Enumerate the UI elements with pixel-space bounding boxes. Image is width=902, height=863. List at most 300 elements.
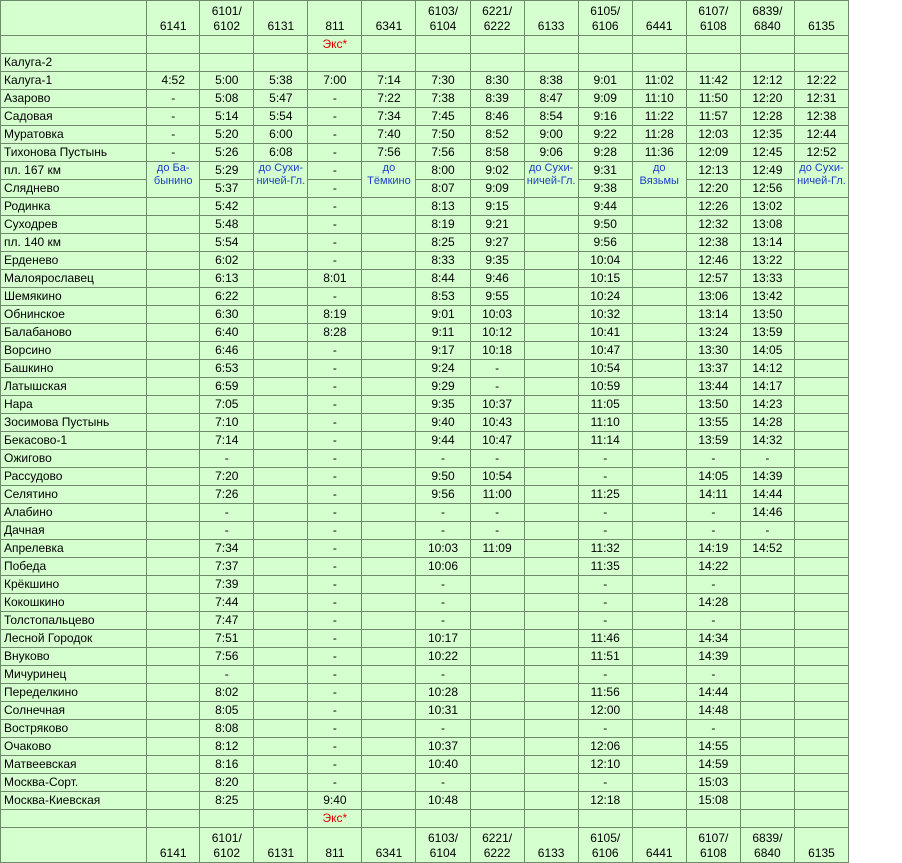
- time-cell: 9:09: [470, 180, 524, 198]
- empty-cell: [254, 810, 308, 828]
- station-row: [1, 126, 849, 144]
- train-number: 6131: [254, 828, 308, 863]
- time-cell: -: [686, 504, 740, 522]
- time-cell: 12:45: [740, 144, 794, 162]
- time-cell: 8:19: [416, 216, 470, 234]
- time-cell: 12:09: [686, 144, 740, 162]
- express-row-bottom: [1, 810, 849, 828]
- time-cell: 7:20: [200, 468, 254, 486]
- time-cell: -: [308, 234, 362, 252]
- time-cell: -: [308, 198, 362, 216]
- time-cell: [254, 252, 308, 270]
- time-cell: [740, 702, 794, 720]
- time-cell: [794, 324, 848, 342]
- time-cell: 10:12: [470, 324, 524, 342]
- time-cell: -: [578, 594, 632, 612]
- time-cell: 11:42: [686, 72, 740, 90]
- time-cell: [416, 54, 470, 72]
- time-cell: [362, 198, 416, 216]
- time-cell: -: [308, 756, 362, 774]
- time-cell: 10:54: [578, 360, 632, 378]
- train-number: 6221/ 6222: [470, 1, 524, 36]
- time-cell: [740, 738, 794, 756]
- time-cell: 14:32: [740, 432, 794, 450]
- time-cell: [147, 342, 200, 360]
- empty-cell: [147, 36, 200, 54]
- empty-cell: [362, 810, 416, 828]
- station-row: [1, 432, 849, 450]
- station-name: Востряково: [1, 720, 147, 738]
- time-cell: [470, 774, 524, 792]
- time-cell: [740, 576, 794, 594]
- time-cell: 9:40: [308, 792, 362, 810]
- time-cell: [254, 216, 308, 234]
- time-cell: 12:03: [686, 126, 740, 144]
- time-cell: [362, 774, 416, 792]
- time-cell: [794, 468, 848, 486]
- time-cell: 14:59: [686, 756, 740, 774]
- time-cell: [524, 288, 578, 306]
- time-cell: 12:20: [686, 180, 740, 198]
- time-cell: 9:01: [416, 306, 470, 324]
- time-cell: 8:19: [308, 306, 362, 324]
- time-cell: [632, 522, 686, 540]
- time-cell: -: [200, 450, 254, 468]
- time-cell: [147, 306, 200, 324]
- time-cell: -: [308, 486, 362, 504]
- time-cell: -: [308, 468, 362, 486]
- station-row: [1, 414, 849, 432]
- time-cell: -: [416, 720, 470, 738]
- empty-cell: [740, 810, 794, 828]
- time-cell: -: [416, 666, 470, 684]
- time-cell: [632, 360, 686, 378]
- time-cell: 6:02: [200, 252, 254, 270]
- time-cell: [254, 396, 308, 414]
- station-row: [1, 450, 849, 468]
- time-cell: [362, 558, 416, 576]
- time-cell: -: [578, 468, 632, 486]
- time-cell: 14:17: [740, 378, 794, 396]
- time-cell: -: [200, 666, 254, 684]
- time-cell: [470, 558, 524, 576]
- time-cell: [254, 594, 308, 612]
- time-cell: [794, 612, 848, 630]
- time-cell: [794, 684, 848, 702]
- station-name: Матвеевская: [1, 756, 147, 774]
- time-cell: 14:55: [686, 738, 740, 756]
- time-cell: [524, 378, 578, 396]
- time-cell: -: [740, 522, 794, 540]
- time-cell: -: [470, 522, 524, 540]
- time-cell: 10:37: [470, 396, 524, 414]
- time-cell: [254, 324, 308, 342]
- time-cell: 9:35: [416, 396, 470, 414]
- train-number: 6105/ 6106: [578, 828, 632, 863]
- time-cell: [524, 252, 578, 270]
- time-cell: [632, 396, 686, 414]
- time-cell: [632, 234, 686, 252]
- time-cell: [578, 54, 632, 72]
- time-cell: [470, 720, 524, 738]
- time-cell: 12:18: [578, 792, 632, 810]
- header-row-top: [1, 1, 849, 36]
- time-cell: [524, 324, 578, 342]
- station-name: Мичуринец: [1, 666, 147, 684]
- station-row: [1, 306, 849, 324]
- time-cell: [794, 774, 848, 792]
- time-cell: [147, 594, 200, 612]
- empty-cell: [794, 810, 848, 828]
- time-cell: 9:00: [524, 126, 578, 144]
- time-cell: 8:25: [416, 234, 470, 252]
- time-cell: [147, 54, 200, 72]
- time-cell: [794, 594, 848, 612]
- time-cell: 8:33: [416, 252, 470, 270]
- time-cell: [254, 612, 308, 630]
- time-cell: 9:29: [416, 378, 470, 396]
- time-cell: -: [578, 612, 632, 630]
- time-cell: 5:48: [200, 216, 254, 234]
- station-name: Балабаново: [1, 324, 147, 342]
- station-row: [1, 252, 849, 270]
- empty-cell: [524, 810, 578, 828]
- empty-cell: [416, 36, 470, 54]
- time-cell: [254, 270, 308, 288]
- time-cell: [362, 396, 416, 414]
- time-cell: [147, 378, 200, 396]
- empty-cell: [470, 36, 524, 54]
- time-cell: [524, 234, 578, 252]
- time-cell: [740, 648, 794, 666]
- time-cell: 14:44: [740, 486, 794, 504]
- station-row: [1, 720, 849, 738]
- time-cell: -: [147, 108, 200, 126]
- station-row: [1, 540, 849, 558]
- station-row: [1, 576, 849, 594]
- time-cell: [362, 504, 416, 522]
- time-cell: 7:56: [416, 144, 470, 162]
- station-row: [1, 342, 849, 360]
- time-cell: [362, 576, 416, 594]
- time-cell: [147, 486, 200, 504]
- station-name: Кокошкино: [1, 594, 147, 612]
- time-cell: -: [308, 774, 362, 792]
- time-cell: -: [578, 576, 632, 594]
- time-cell: 11:51: [578, 648, 632, 666]
- time-cell: [362, 450, 416, 468]
- time-cell: 12:44: [794, 126, 848, 144]
- destination-note-text: до Вязьмы: [639, 162, 679, 187]
- time-cell: 8:52: [470, 126, 524, 144]
- train-number: 6135: [794, 828, 848, 863]
- time-cell: 10:18: [470, 342, 524, 360]
- time-cell: [254, 774, 308, 792]
- time-cell: [470, 630, 524, 648]
- time-cell: -: [686, 612, 740, 630]
- time-cell: 13:42: [740, 288, 794, 306]
- time-cell: -: [308, 522, 362, 540]
- time-cell: 8:07: [416, 180, 470, 198]
- time-cell: [794, 630, 848, 648]
- time-cell: [524, 450, 578, 468]
- time-cell: [524, 540, 578, 558]
- time-cell: [147, 648, 200, 666]
- time-cell: 13:30: [686, 342, 740, 360]
- time-cell: 12:28: [740, 108, 794, 126]
- time-cell: 5:38: [254, 72, 308, 90]
- time-cell: [147, 504, 200, 522]
- time-cell: [362, 720, 416, 738]
- station-name: Обнинское: [1, 306, 147, 324]
- time-cell: [147, 432, 200, 450]
- time-cell: 12:22: [794, 72, 848, 90]
- time-cell: 7:14: [362, 72, 416, 90]
- time-cell: 12:38: [686, 234, 740, 252]
- empty-cell: [632, 36, 686, 54]
- time-cell: 8:44: [416, 270, 470, 288]
- time-cell: [254, 414, 308, 432]
- station-name: Ерденево: [1, 252, 147, 270]
- station-row: [1, 270, 849, 288]
- time-cell: [524, 198, 578, 216]
- destination-note: [362, 162, 416, 198]
- station-row: [1, 774, 849, 792]
- time-cell: [632, 324, 686, 342]
- time-cell: 8:01: [308, 270, 362, 288]
- time-cell: [362, 378, 416, 396]
- time-cell: [632, 684, 686, 702]
- time-cell: -: [308, 648, 362, 666]
- empty-cell: [200, 810, 254, 828]
- time-cell: 5:54: [200, 234, 254, 252]
- time-cell: [362, 738, 416, 756]
- station-name: Победа: [1, 558, 147, 576]
- station-row: [1, 558, 849, 576]
- time-cell: [362, 54, 416, 72]
- time-cell: 13:06: [686, 288, 740, 306]
- time-cell: 7:56: [362, 144, 416, 162]
- time-cell: 13:50: [740, 306, 794, 324]
- time-cell: [632, 414, 686, 432]
- time-cell: -: [308, 180, 362, 198]
- time-cell: 9:31: [578, 162, 632, 180]
- time-cell: [362, 252, 416, 270]
- station-name: Крёкшино: [1, 576, 147, 594]
- time-cell: -: [308, 108, 362, 126]
- time-cell: [254, 360, 308, 378]
- time-cell: 10:17: [416, 630, 470, 648]
- time-cell: [524, 486, 578, 504]
- time-cell: 10:59: [578, 378, 632, 396]
- time-cell: 13:33: [740, 270, 794, 288]
- time-cell: [147, 702, 200, 720]
- time-cell: -: [470, 504, 524, 522]
- time-cell: [794, 486, 848, 504]
- time-cell: 8:08: [200, 720, 254, 738]
- time-cell: 8:05: [200, 702, 254, 720]
- time-cell: [147, 792, 200, 810]
- time-cell: 8:53: [416, 288, 470, 306]
- station-name: Очаково: [1, 738, 147, 756]
- time-cell: -: [308, 432, 362, 450]
- time-cell: [147, 198, 200, 216]
- time-cell: 9:16: [578, 108, 632, 126]
- time-cell: 11:10: [578, 414, 632, 432]
- time-cell: 13:59: [740, 324, 794, 342]
- time-cell: [362, 540, 416, 558]
- station-row: [1, 486, 849, 504]
- time-cell: [794, 738, 848, 756]
- time-cell: 12:49: [740, 162, 794, 180]
- time-cell: [740, 774, 794, 792]
- time-cell: -: [578, 666, 632, 684]
- time-cell: -: [308, 162, 362, 180]
- time-cell: 14:23: [740, 396, 794, 414]
- time-cell: 8:13: [416, 198, 470, 216]
- time-cell: [632, 738, 686, 756]
- time-cell: 6:40: [200, 324, 254, 342]
- time-cell: [362, 288, 416, 306]
- time-cell: [740, 720, 794, 738]
- time-cell: [524, 594, 578, 612]
- time-cell: -: [200, 522, 254, 540]
- time-cell: 11:28: [632, 126, 686, 144]
- time-cell: [254, 630, 308, 648]
- time-cell: [632, 378, 686, 396]
- destination-note-text: до Ба- бынино: [153, 162, 193, 187]
- time-cell: [794, 756, 848, 774]
- time-cell: [254, 522, 308, 540]
- time-cell: 12:00: [578, 702, 632, 720]
- time-cell: -: [308, 216, 362, 234]
- time-cell: [632, 288, 686, 306]
- station-name: пл. 167 км: [1, 162, 147, 180]
- time-cell: -: [686, 450, 740, 468]
- time-cell: 7:40: [362, 126, 416, 144]
- station-row: [1, 360, 849, 378]
- time-cell: 7:26: [200, 486, 254, 504]
- station-row: [1, 702, 849, 720]
- time-cell: [470, 594, 524, 612]
- time-cell: [362, 594, 416, 612]
- time-cell: -: [308, 90, 362, 108]
- time-cell: [362, 432, 416, 450]
- time-cell: -: [470, 450, 524, 468]
- time-cell: [524, 774, 578, 792]
- time-cell: [147, 720, 200, 738]
- time-cell: -: [308, 288, 362, 306]
- time-cell: [524, 612, 578, 630]
- time-cell: [254, 306, 308, 324]
- time-cell: 8:02: [200, 684, 254, 702]
- time-cell: [470, 576, 524, 594]
- time-cell: -: [308, 576, 362, 594]
- time-cell: [740, 612, 794, 630]
- time-cell: [794, 288, 848, 306]
- time-cell: [362, 414, 416, 432]
- time-cell: -: [740, 450, 794, 468]
- time-cell: [254, 450, 308, 468]
- time-cell: -: [200, 504, 254, 522]
- time-cell: 9:22: [578, 126, 632, 144]
- time-cell: [470, 648, 524, 666]
- station-row: [1, 522, 849, 540]
- time-cell: [524, 342, 578, 360]
- time-cell: [632, 504, 686, 522]
- time-cell: [362, 756, 416, 774]
- time-cell: [147, 522, 200, 540]
- time-cell: 10:06: [416, 558, 470, 576]
- train-number: 6107/ 6108: [686, 828, 740, 863]
- time-cell: 6:13: [200, 270, 254, 288]
- time-cell: 6:22: [200, 288, 254, 306]
- time-cell: [524, 756, 578, 774]
- station-name: Калуга-1: [1, 72, 147, 90]
- time-cell: [794, 360, 848, 378]
- time-cell: 10:03: [416, 540, 470, 558]
- station-row: [1, 792, 849, 810]
- time-cell: [147, 288, 200, 306]
- time-cell: [147, 756, 200, 774]
- time-cell: [632, 756, 686, 774]
- time-cell: 14:28: [740, 414, 794, 432]
- time-cell: [632, 432, 686, 450]
- time-cell: [470, 702, 524, 720]
- destination-note: [147, 162, 200, 198]
- station-name: Калуга-2: [1, 54, 147, 72]
- time-cell: [147, 468, 200, 486]
- time-cell: [362, 216, 416, 234]
- time-cell: -: [578, 774, 632, 792]
- time-cell: 8:38: [524, 72, 578, 90]
- time-cell: 5:00: [200, 72, 254, 90]
- empty-cell: [686, 36, 740, 54]
- time-cell: 9:02: [470, 162, 524, 180]
- time-cell: -: [578, 720, 632, 738]
- time-cell: 8:58: [470, 144, 524, 162]
- station-name: Переделкино: [1, 684, 147, 702]
- time-cell: 5:20: [200, 126, 254, 144]
- time-cell: 9:44: [578, 198, 632, 216]
- time-cell: 14:48: [686, 702, 740, 720]
- time-cell: [254, 432, 308, 450]
- time-cell: [794, 378, 848, 396]
- time-cell: 9:06: [524, 144, 578, 162]
- time-cell: [470, 684, 524, 702]
- empty-cell: [686, 810, 740, 828]
- time-cell: 9:21: [470, 216, 524, 234]
- station-row: [1, 396, 849, 414]
- time-cell: [524, 306, 578, 324]
- station-name: Селятино: [1, 486, 147, 504]
- time-cell: [632, 342, 686, 360]
- time-cell: 14:12: [740, 360, 794, 378]
- station-row: [1, 684, 849, 702]
- time-cell: [362, 684, 416, 702]
- time-cell: 9:35: [470, 252, 524, 270]
- time-cell: -: [308, 360, 362, 378]
- time-cell: -: [686, 666, 740, 684]
- station-empty: [1, 810, 147, 828]
- train-number: 6839/ 6840: [740, 1, 794, 36]
- station-name: Ворсино: [1, 342, 147, 360]
- time-cell: 5:14: [200, 108, 254, 126]
- time-cell: [254, 648, 308, 666]
- header-corner: [1, 1, 147, 36]
- time-cell: 13:37: [686, 360, 740, 378]
- empty-cell: [254, 36, 308, 54]
